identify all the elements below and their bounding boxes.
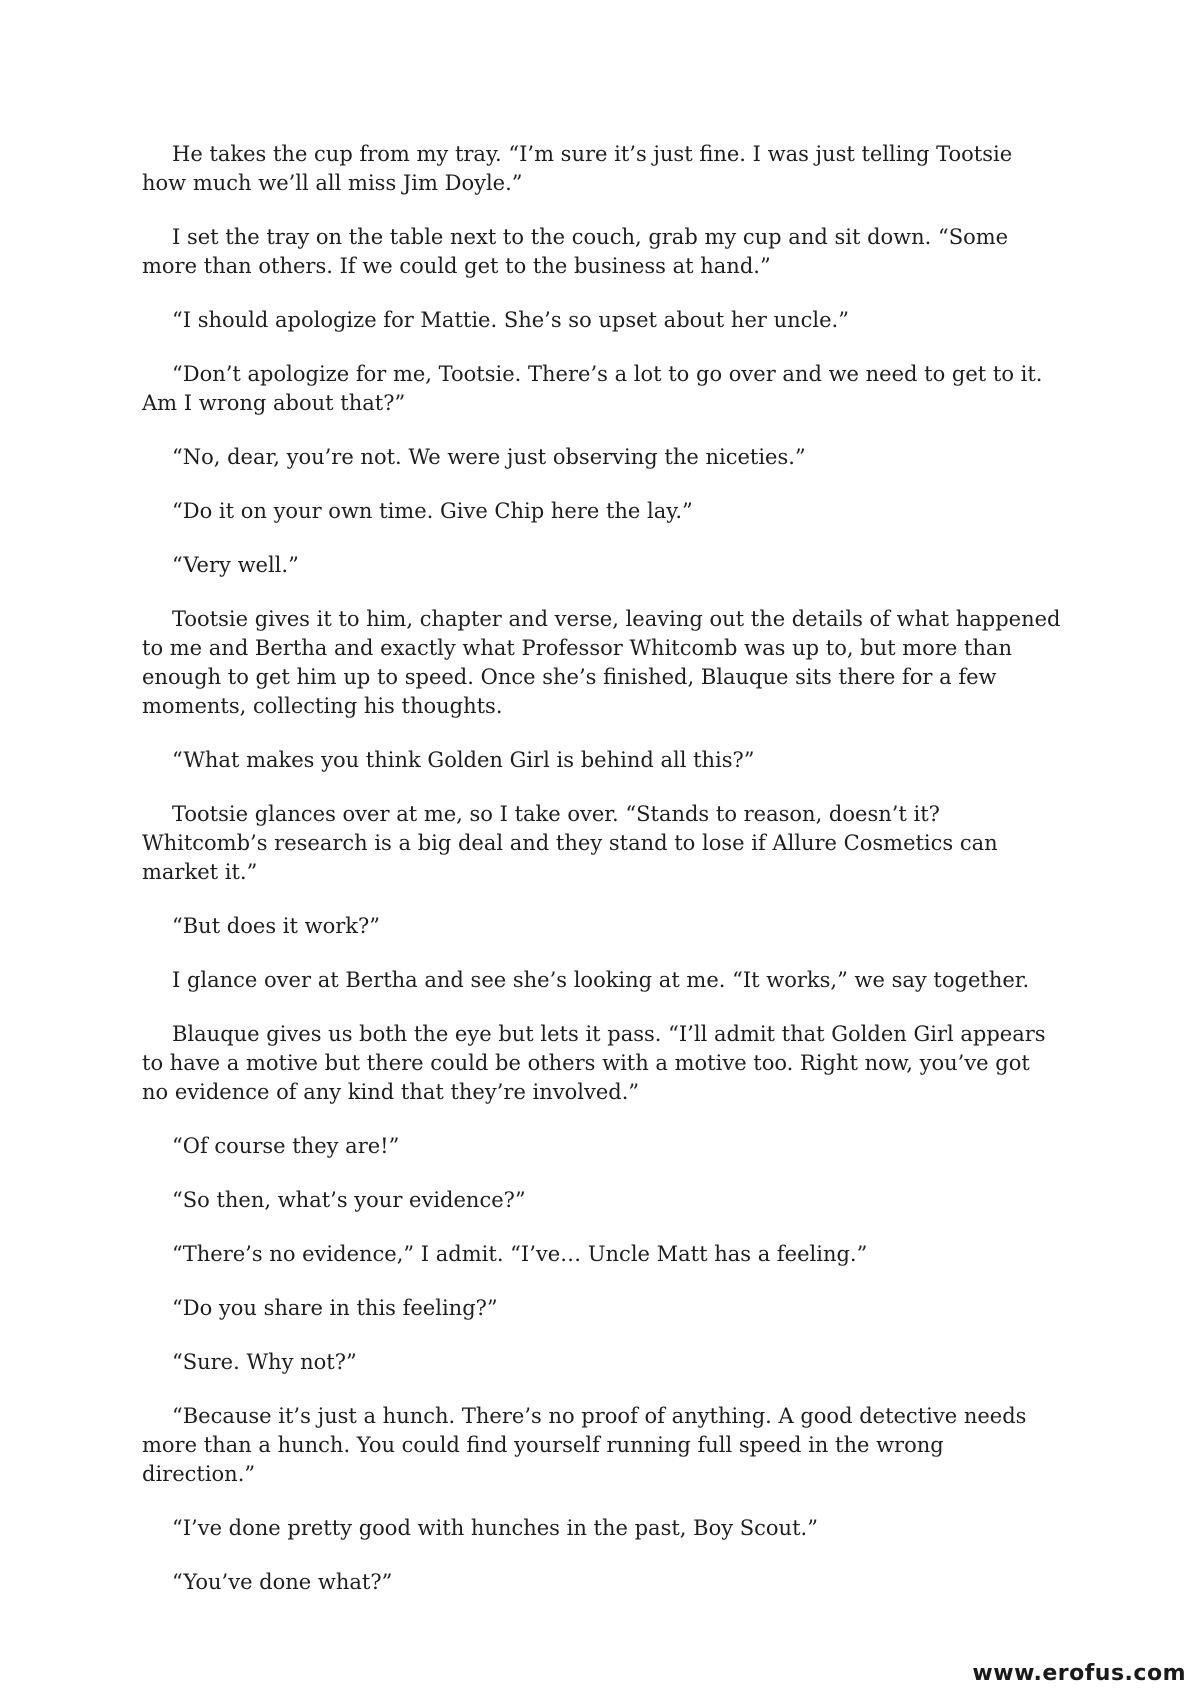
paragraph: Blauque gives us both the eye but lets it pass. “I’ll admit that Golden Girl appears to have a motive but there could be others with a motive too. Right now, you’ve got no evidence of any kind that they’re involved.” <box>142 1022 1046 1104</box>
paragraph: “But does it work?” <box>172 914 380 938</box>
paragraph: “You’ve done what?” <box>172 1570 393 1594</box>
paragraph: I glance over at Bertha and see she’s looking at me. “It works,” we say together. <box>172 968 1030 992</box>
paragraph: “I’ve done pretty good with hunches in the past, Boy Scout.” <box>172 1516 818 1540</box>
paragraph: “There’s no evidence,” I admit. “I’ve… Uncle Matt has a feeling.” <box>172 1242 868 1266</box>
paragraph: He takes the cup from my tray. “I’m sure it’s just fine. I was just telling Tootsie how much we’ll all miss Jim Doyle.” <box>142 142 1013 195</box>
paragraph: “Sure. Why not?” <box>172 1350 357 1374</box>
watermark: www.erofus.com <box>972 1661 1186 1686</box>
paragraph: “No, dear, you’re not. We were just observing the niceties.” <box>172 445 806 469</box>
paragraph: “Because it’s just a hunch. There’s no proof of anything. A good detective needs more than a hunch. You could find yourself running full speed in the wrong direction.” <box>142 1404 1027 1486</box>
body-text <box>142 140 1062 1622</box>
paragraph: Tootsie gives it to him, chapter and verse, leaving out the details of what happened to me and Bertha and exactly what Professor Whitcomb was up to, but more than enough to get him up to speed. Once she’s finished, Blauque sits there for a few moments, collecting his thoughts. <box>142 607 1061 718</box>
paragraph: “I should apologize for Mattie. She’s so upset about her uncle.” <box>172 308 849 332</box>
paragraph: Tootsie glances over at me, so I take over. “Stands to reason, doesn’t it? Whitcomb’s research is a big deal and they stand to lose if Allure Cosmetics can market it.” <box>142 802 998 884</box>
paragraph: “Do you share in this feeling?” <box>172 1296 498 1320</box>
paragraph: “What makes you think Golden Girl is behind all this?” <box>172 748 755 772</box>
paragraph: “Do it on your own time. Give Chip here the lay.” <box>172 499 693 523</box>
paragraph: “Very well.” <box>172 553 299 577</box>
paragraph: “Don’t apologize for me, Tootsie. There’s a lot to go over and we need to get to it. Am I wrong about that?” <box>142 362 1043 415</box>
paragraph: I set the tray on the table next to the couch, grab my cup and sit down. “Some more than others. If we could get to the business at hand.” <box>142 225 1009 278</box>
paragraph: “So then, what’s your evidence?” <box>172 1188 526 1212</box>
paragraph: “Of course they are!” <box>172 1134 400 1158</box>
